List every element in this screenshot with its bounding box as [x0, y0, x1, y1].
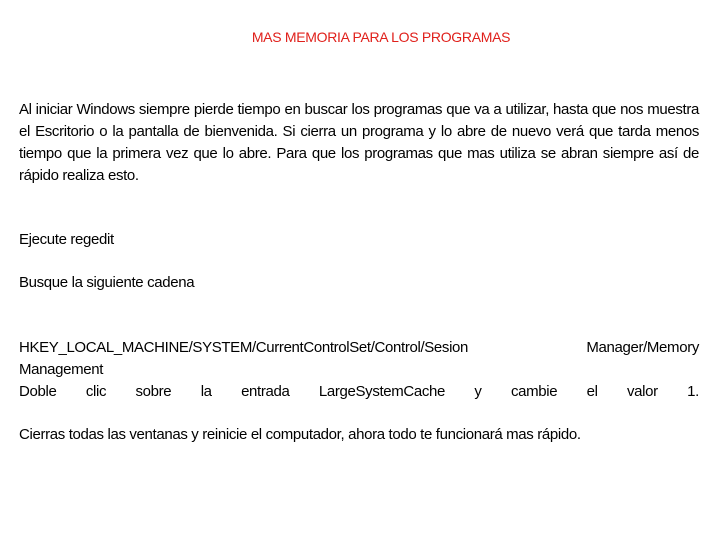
registry-path-block — [19, 337, 699, 403]
step-run-regedit: Ejecute regedit — [19, 231, 114, 248]
step-restart: Cierras todas las ventanas y reinicie el computador, ahora todo te funcionará mas rápido. — [19, 426, 581, 443]
step-change-value: Doble clic sobre la entrada LargeSystemCache y cambie el valor 1. — [19, 383, 699, 400]
intro-paragraph: Al iniciar Windows siempre pierde tiempo en buscar los programas que va a utilizar, hasta que nos muestra el Escritorio o la pantalla de bienvenida. Si cierra un programa y lo abre de nuevo verá que tarda menos tiempo que la primera vez que lo abre. Para que los programas que mas utiliza se abran siempre así de rápido realiza esto. — [19, 101, 699, 184]
registry-path-line-2: Management — [19, 361, 104, 378]
registry-path-line-1: HKEY_LOCAL_MACHINE/SYSTEM/CurrentControlSet/Control/Sesion Manager/Memory — [19, 339, 699, 356]
step-find-key: Busque la siguiente cadena — [19, 274, 195, 291]
document-title: MAS MEMORIA PARA LOS PROGRAMAS — [251, 29, 511, 45]
